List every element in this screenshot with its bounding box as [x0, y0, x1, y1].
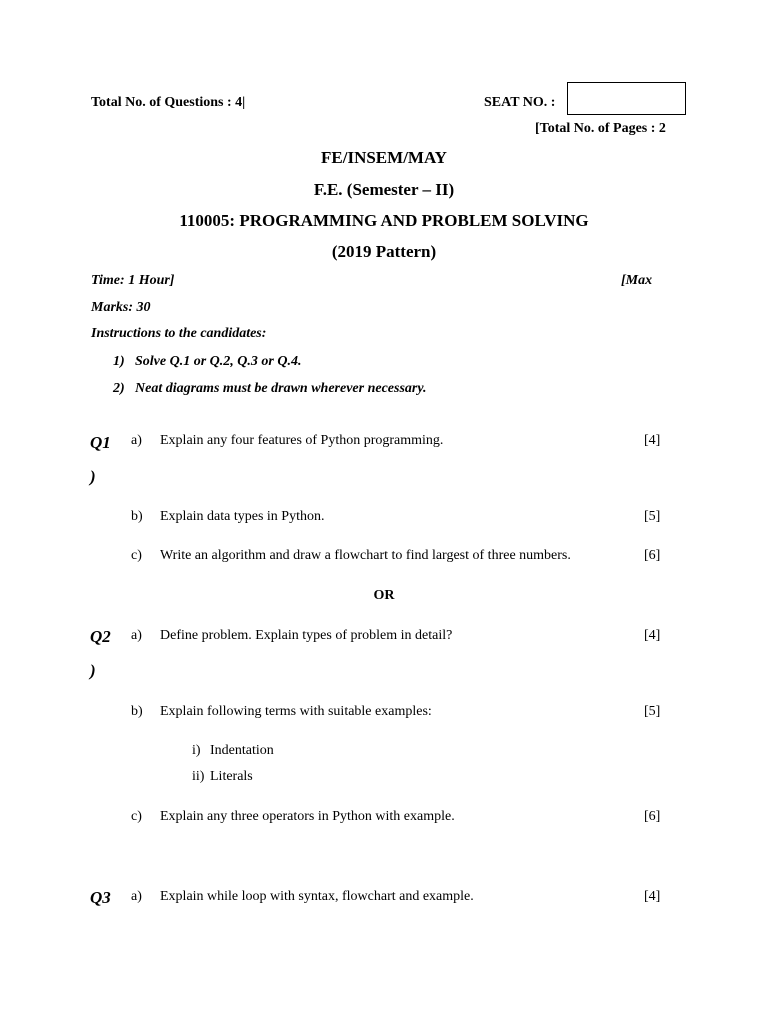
question-1-label: Q1 — [90, 433, 111, 452]
marks: [5] — [644, 509, 661, 524]
question-text: Explain following terms with suitable examples: — [160, 704, 432, 719]
instruction-number: 1) — [113, 354, 125, 369]
part-letter: c) — [131, 809, 142, 824]
subitem-number: i) — [192, 743, 201, 758]
part-letter: a) — [131, 433, 142, 448]
question-text: Explain any four features of Python programming. — [160, 433, 444, 448]
marks-label: Marks: 30 — [91, 300, 151, 315]
pattern: (2019 Pattern) — [331, 242, 437, 261]
question-text: Explain data types in Python. — [160, 509, 325, 524]
total-pages: [Total No. of Pages : 2 — [535, 121, 666, 136]
subitem-text: Indentation — [210, 743, 274, 758]
question-2-paren: ) — [90, 661, 96, 680]
semester: F.E. (Semester – II) — [313, 180, 455, 199]
or-separator: OR — [373, 588, 395, 603]
marks: [6] — [644, 548, 661, 563]
question-3-label: Q3 — [90, 888, 111, 907]
seat-no-label: SEAT NO. : — [484, 95, 556, 110]
marks: [5] — [644, 704, 661, 719]
question-text: Write an algorithm and draw a flowchart to find largest of three numbers. — [160, 548, 571, 563]
instruction-number: 2) — [113, 381, 125, 396]
question-text: Explain any three operators in Python with example. — [160, 809, 455, 824]
exam-code: FE/INSEM/MAY — [321, 148, 447, 167]
question-2-label: Q2 — [90, 627, 111, 646]
time-label: Time: 1 Hour] — [91, 273, 175, 288]
subitem-number: ii) — [192, 769, 205, 784]
marks: [4] — [644, 889, 661, 904]
subitem-text: Literals — [210, 769, 253, 784]
instruction-text: Neat diagrams must be drawn wherever necessary. — [135, 381, 427, 396]
marks: [4] — [644, 433, 661, 448]
question-text: Explain while loop with syntax, flowchart and example. — [160, 889, 474, 904]
total-questions: Total No. of Questions : 4| — [91, 95, 246, 110]
part-letter: b) — [131, 509, 143, 524]
part-letter: c) — [131, 548, 142, 563]
instructions-heading: Instructions to the candidates: — [91, 326, 267, 341]
part-letter: b) — [131, 704, 143, 719]
part-letter: a) — [131, 628, 142, 643]
course-title: 110005: PROGRAMMING AND PROBLEM SOLVING — [179, 211, 589, 230]
marks: [6] — [644, 809, 661, 824]
part-letter: a) — [131, 889, 142, 904]
instruction-text: Solve Q.1 or Q.2, Q.3 or Q.4. — [135, 354, 302, 369]
question-text: Define problem. Explain types of problem in detail? — [160, 628, 453, 643]
seat-no-box[interactable] — [567, 82, 686, 115]
marks: [4] — [644, 628, 661, 643]
question-1-paren: ) — [90, 467, 96, 486]
max-label: [Max — [621, 273, 653, 288]
